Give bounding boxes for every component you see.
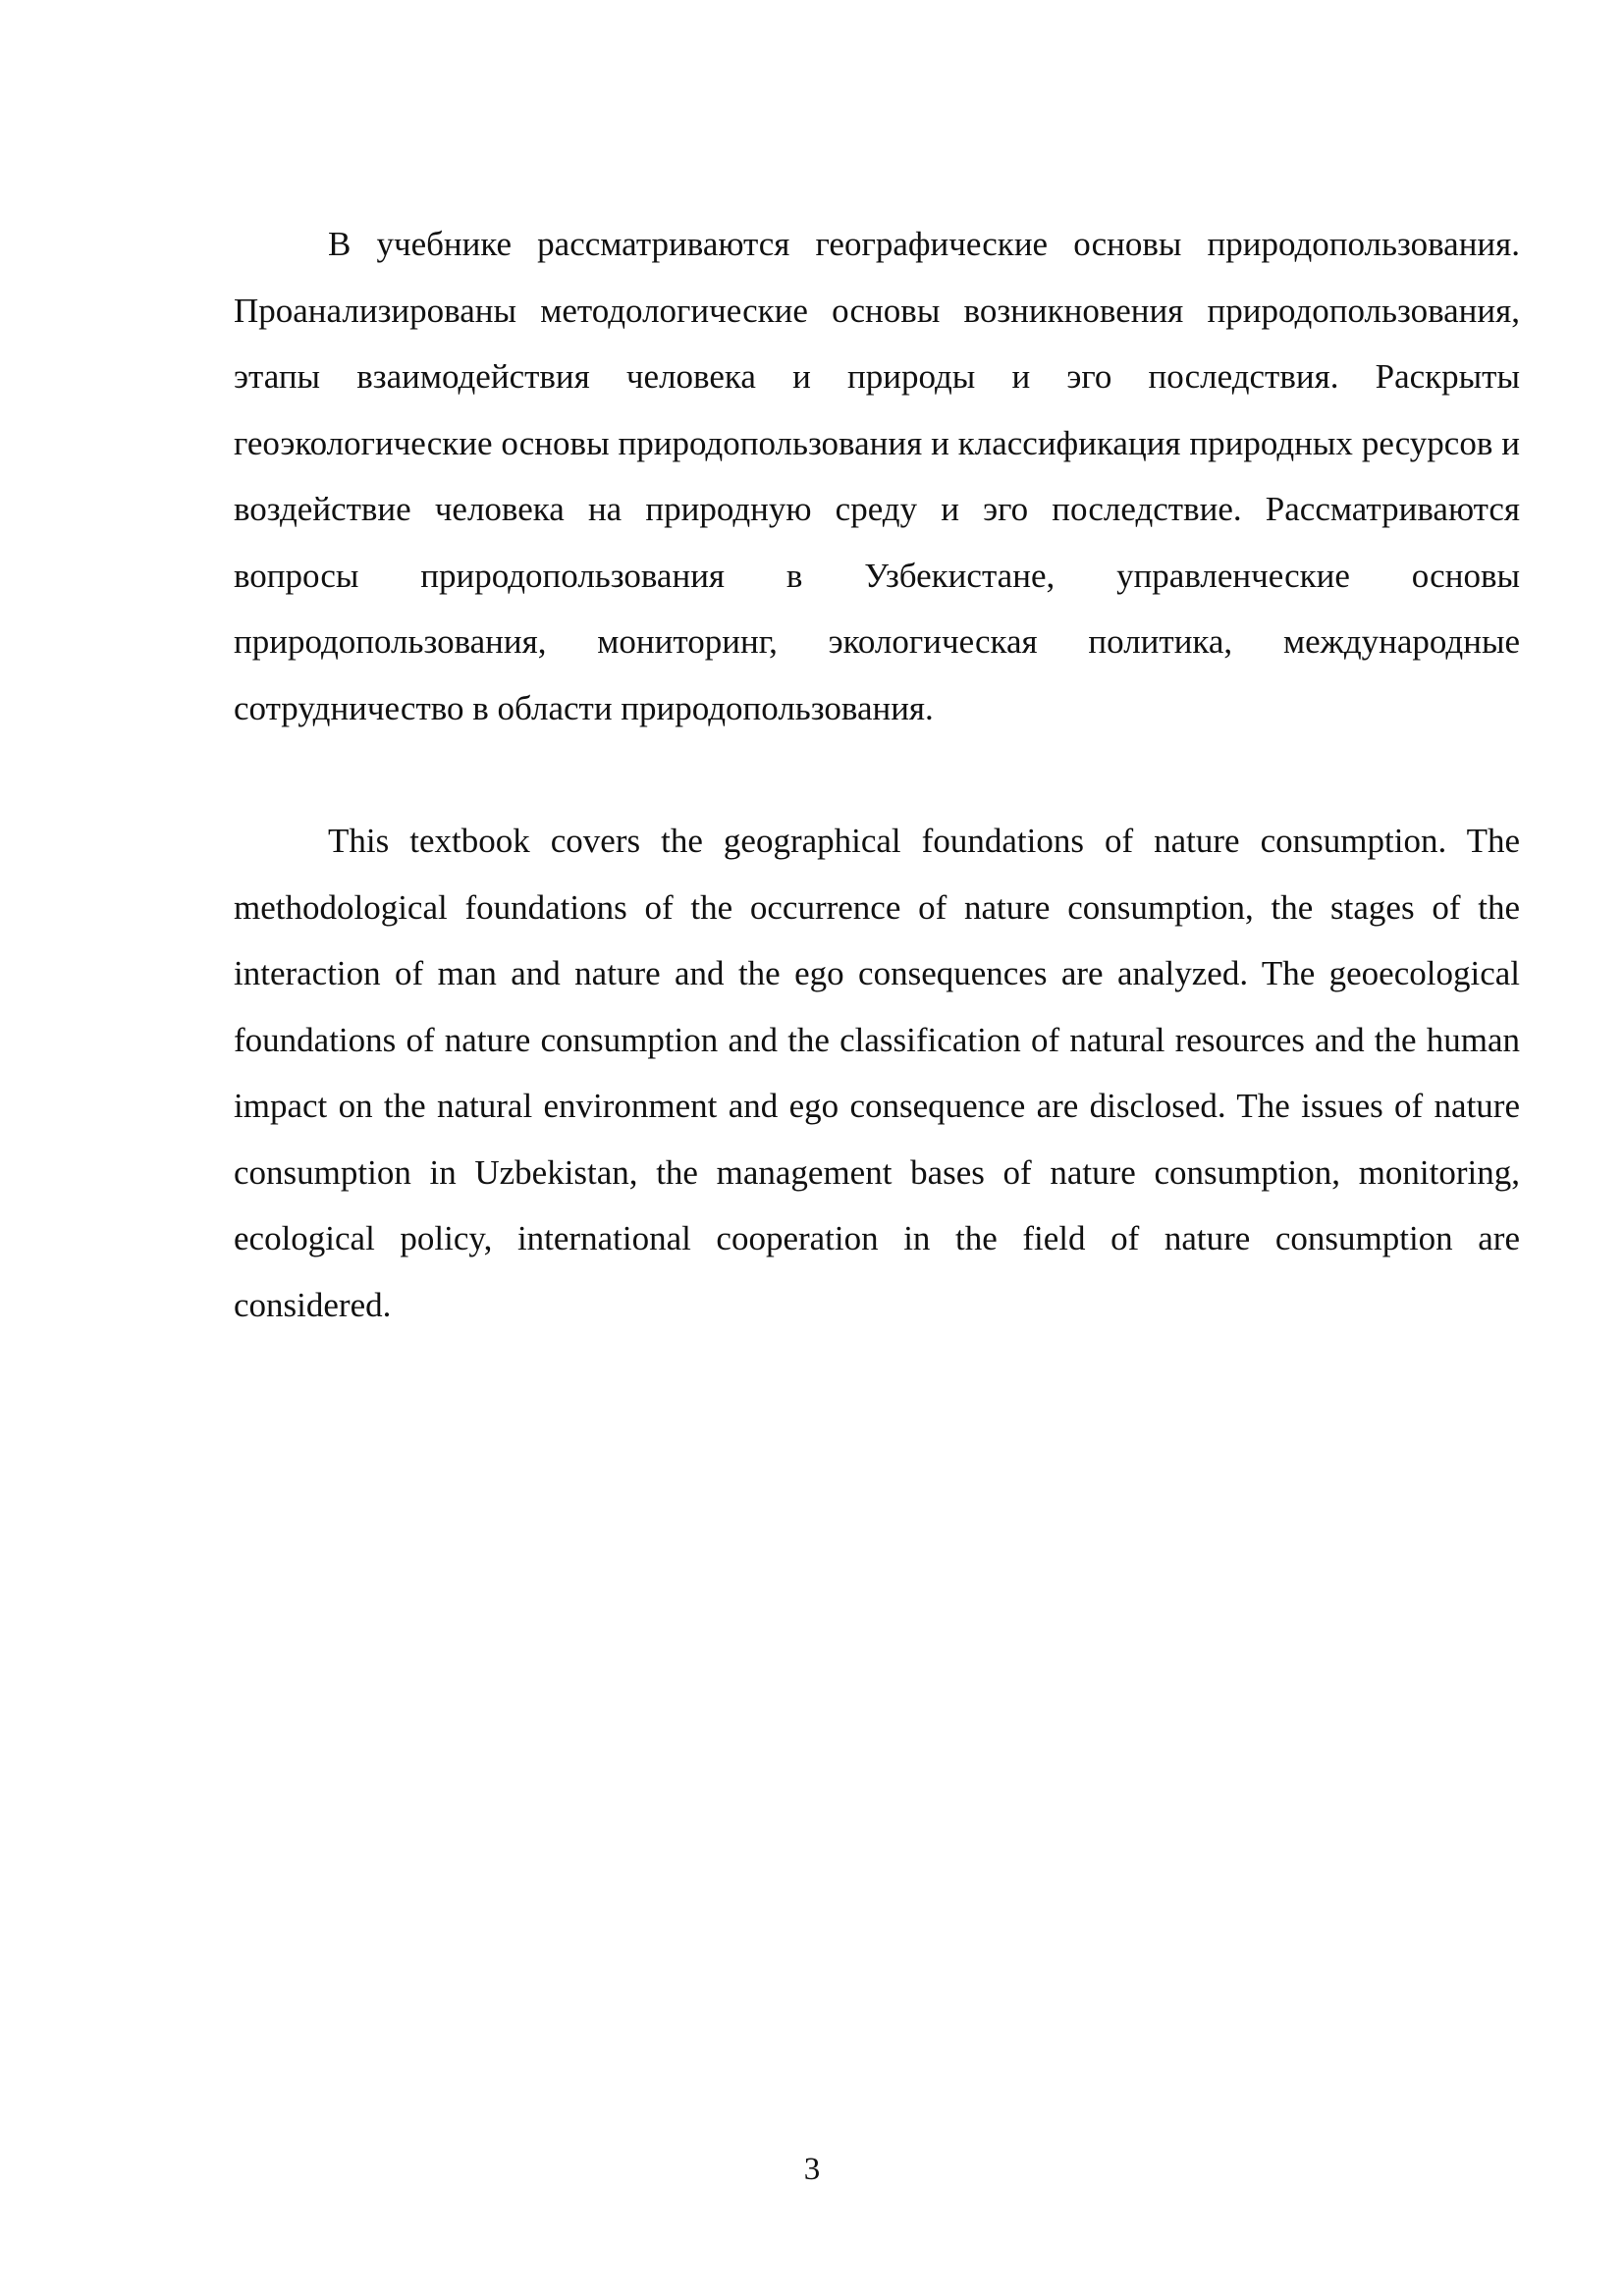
abstract-russian xyxy=(234,211,1520,741)
paragraph-english: This textbook covers the geographical foundations of nature consumption. The methodological foundations of the occurrence of nature consumption, the stages of the interaction of man and nature and the ego consequences are analyzed. The geoecological foundations of nature consumption and the classification of natural resources and the human impact on the natural environment and ego consequence are disclosed. The issues of nature consumption in Uzbekistan, the management bases of nature consumption, monitoring, ecological policy, international cooperation in the field of nature consumption are considered. xyxy=(234,822,1520,1324)
paragraph-russian: В учебнике рассматриваются географические основы природопользования. Проанализированы методологические основы возникновения природопользования, этапы взаимодействия человека и природы и эго последствия. Раскрыты геоэкологические основы природопользования и классификация природных ресурсов и воздействие человека на природную среду и эго последствие. Рассматриваются вопросы природопользования в Узбекистане, управленческие основы природопользования, мониторинг, экологическая политика, международные сотрудничество в области природопользования. xyxy=(234,225,1520,727)
abstract-english xyxy=(234,808,1520,1338)
page-number: 3 xyxy=(803,2152,821,2187)
